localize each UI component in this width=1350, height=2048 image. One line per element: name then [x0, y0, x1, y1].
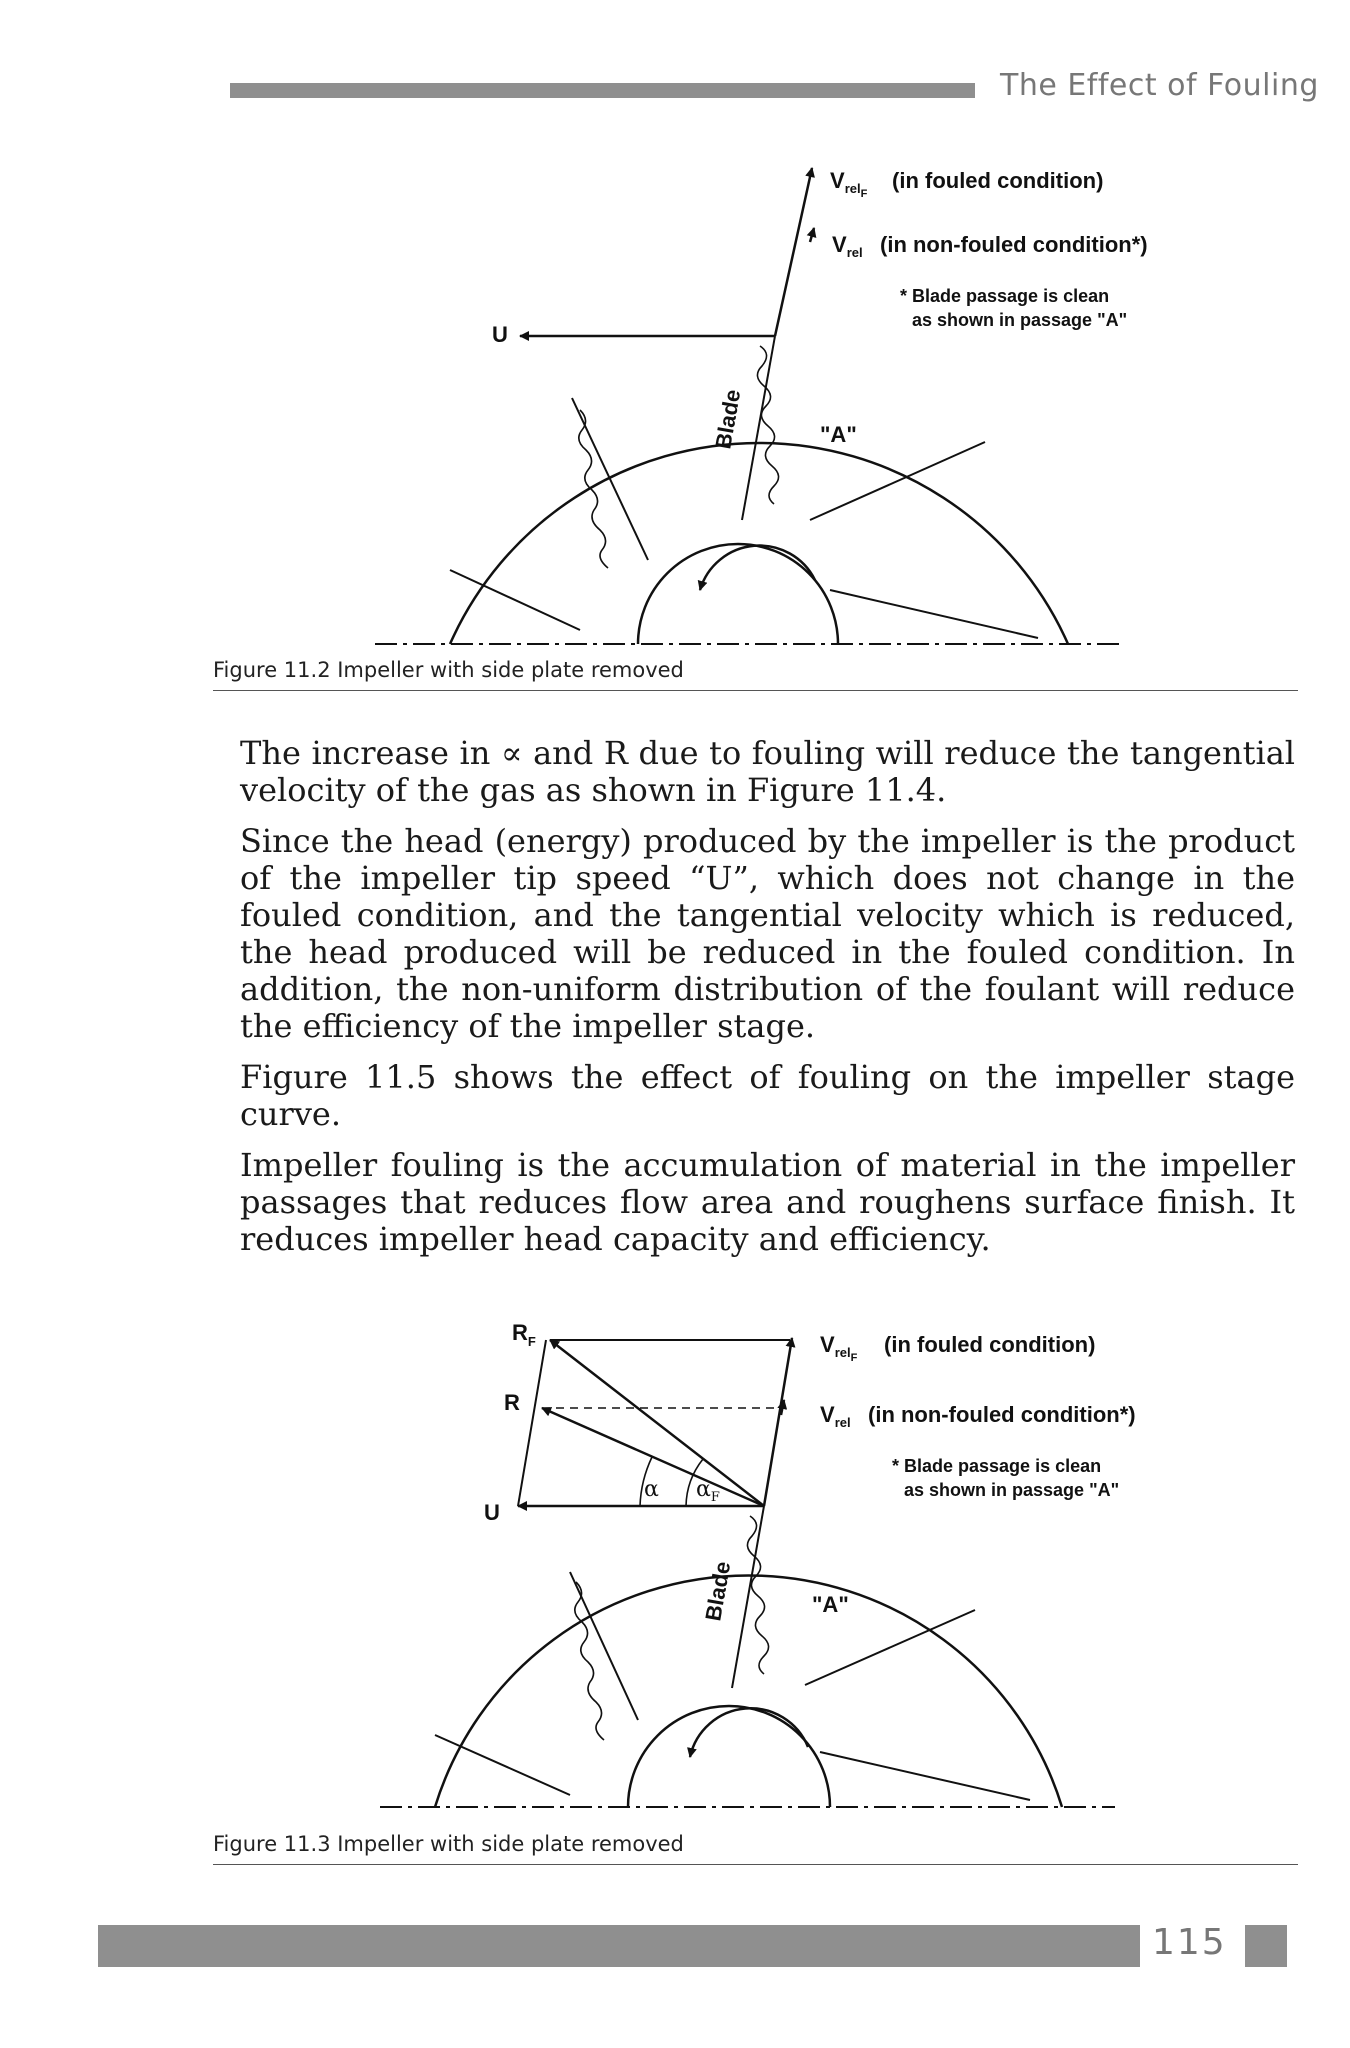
caption-rule — [213, 1864, 1298, 1865]
blade-line — [450, 570, 580, 630]
fouling-deposit — [575, 1582, 604, 1740]
blade-line — [830, 590, 1038, 638]
note-line-2: as shown in passage "A" — [912, 310, 1128, 330]
vrel-label: $V_{rel}$ — [832, 232, 863, 260]
impeller-hub — [628, 1706, 830, 1807]
blade-line — [570, 1572, 638, 1720]
figure-11-2 — [220, 150, 1300, 670]
body-text — [240, 735, 1295, 1272]
rotation-arrow — [700, 546, 815, 590]
alpha-f-label: $\alpha_F$ — [696, 1477, 720, 1505]
vrel-fouled-vector — [764, 1338, 792, 1506]
page-number: 115 — [1152, 1922, 1227, 1963]
alpha-label: α — [644, 1477, 659, 1502]
blade-line — [805, 1610, 975, 1685]
paragraph: Since the head (energy) produced by the impeller is the product of the impeller tip speed “U”, which does not change in the fouled condition, and the tangential velocity which is reduced, the head produced will be reduced in the fouled condition. In addition, the non-uniform distribution of the foulant will reduce the efficiency of the impeller stage. — [240, 822, 1295, 1045]
note-line-2: as shown in passage "A" — [904, 1480, 1120, 1500]
header-bar — [230, 83, 975, 98]
paragraph: The increase in ∝ and R due to fouling will reduce the tangential velocity of the gas as shown in Figure 11.4. — [240, 734, 1295, 809]
caption-rule — [213, 690, 1298, 691]
u-label: U — [484, 1500, 500, 1525]
note-line-1: * Blade passage is clean — [892, 1456, 1102, 1476]
paragraph: Figure 11.5 shows the effect of fouling on the impeller stage curve. — [240, 1058, 1295, 1133]
figure-11-3-caption: Figure 11.3 Impeller with side plate removed — [213, 1832, 684, 1856]
vrel-desc: (in non-fouled condition*) — [868, 1402, 1136, 1427]
vrel-vector — [810, 228, 814, 242]
passage-a-label: "A" — [812, 1592, 849, 1617]
r-label: R — [504, 1390, 520, 1415]
rotation-arrow — [690, 1708, 808, 1757]
blade-label: Blade — [710, 387, 746, 451]
note-line-1: * Blade passage is clean — [900, 286, 1110, 306]
u-label: U — [492, 322, 508, 347]
vrel-fouled-desc: (in fouled condition) — [892, 168, 1104, 193]
fouling-deposit — [579, 410, 608, 568]
vrel-fouled-label: $V_{rel}F$ — [820, 1332, 858, 1364]
vrel-fouled-vector — [775, 168, 812, 336]
vrel-fouled-label: $V_{rel}F$ — [830, 168, 868, 200]
figure-11-3 — [220, 1310, 1300, 1850]
passage-a-label: "A" — [820, 422, 857, 447]
impeller-hub — [638, 544, 838, 644]
blade-line — [820, 1752, 1030, 1800]
footer-block — [1245, 1925, 1287, 1967]
footer-bar — [98, 1925, 1140, 1967]
vrel-label: $V_{rel}$ — [820, 1402, 851, 1430]
rf-to-u-line — [518, 1340, 546, 1506]
blade-label: Blade — [700, 1559, 736, 1623]
rf-label: $R_F$ — [512, 1320, 536, 1349]
vrel-fouled-desc: (in fouled condition) — [884, 1332, 1096, 1357]
vrel-desc: (in non-fouled condition*) — [880, 232, 1148, 257]
paragraph: Impeller fouling is the accumulation of material in the impeller passages that reduces flow area and roughens surface finish. It reduces impeller head capacity and efficiency. — [240, 1146, 1295, 1258]
impeller-outer-arc — [435, 1575, 1062, 1807]
blade-line — [435, 1735, 570, 1795]
running-header-title: The Effect of Fouling — [1000, 68, 1319, 103]
figure-11-2-caption: Figure 11.2 Impeller with side plate removed — [213, 658, 684, 682]
blade-line — [572, 398, 648, 560]
